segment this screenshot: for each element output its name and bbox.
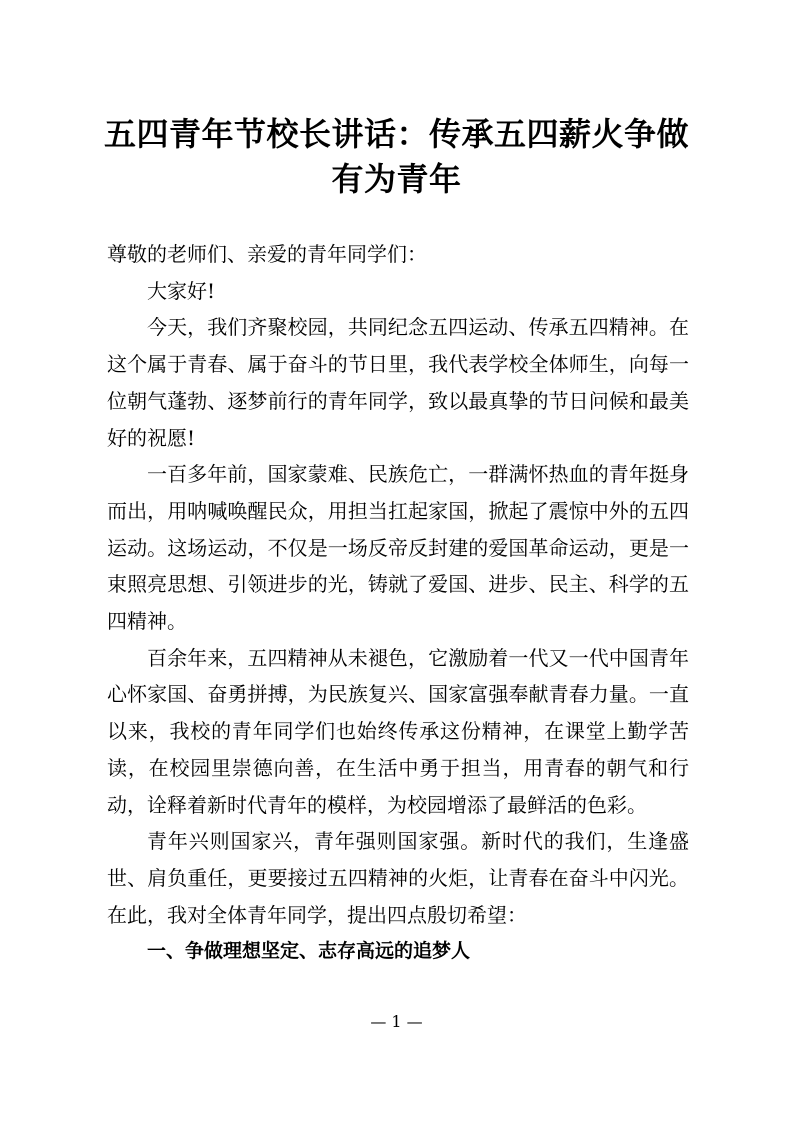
- paragraph: 百余年来，五四精神从未褪色，它激励着一代又一代中国青年心怀家国、奋勇拼搏，为民族复兴、国家富强奉献青春力量。一直以来，我校的青年同学们也始终传承这份精神，在课堂上勤学苦读，在校园里崇德向善，在生活中勇于担当，用青春的朝气和行动，诠释着新时代青年的模样，为校园增添了最鲜活的色彩。: [107, 645, 689, 817]
- document-body: [107, 236, 689, 970]
- document-title-line-2: 有为青年: [331, 160, 462, 198]
- salutation: 尊敬的老师们、亲爱的青年同学们：: [107, 242, 427, 266]
- page-number: — 1 —: [370, 1012, 423, 1031]
- paragraph: 一百多年前，国家蒙难、民族危亡，一群满怀热血的青年挺身而出，用呐喊唤醒民众，用担当扛起家国，掀起了震惊中外的五四运动。这场运动，不仅是一场反帝反封建的爱国革命运动，更是一束照亮思想、引领进步的光，铸就了爱国、进步、民主、科学的五四精神。: [107, 462, 689, 634]
- paragraph: 青年兴则国家兴，青年强则国家强。新时代的我们，生逢盛世、肩负重任，更要接过五四精神的火炬，让青春在奋斗中闪光。在此，我对全体青年同学，提出四点殷切希望：: [107, 829, 689, 927]
- paragraph: 今天，我们齐聚校园，共同纪念五四运动、传承五四精神。在这个属于青春、属于奋斗的节日里，我代表学校全体师生，向每一位朝气蓬勃、逐梦前行的青年同学，致以最真挚的节日问候和最美好的祝愿!: [107, 315, 689, 450]
- section-heading: 一、争做理想坚定、志存高远的追梦人: [147, 940, 471, 963]
- greeting: 大家好!: [147, 278, 216, 303]
- document-title-line-1: 五四青年节校长讲话：传承五四薪火争做: [103, 115, 689, 153]
